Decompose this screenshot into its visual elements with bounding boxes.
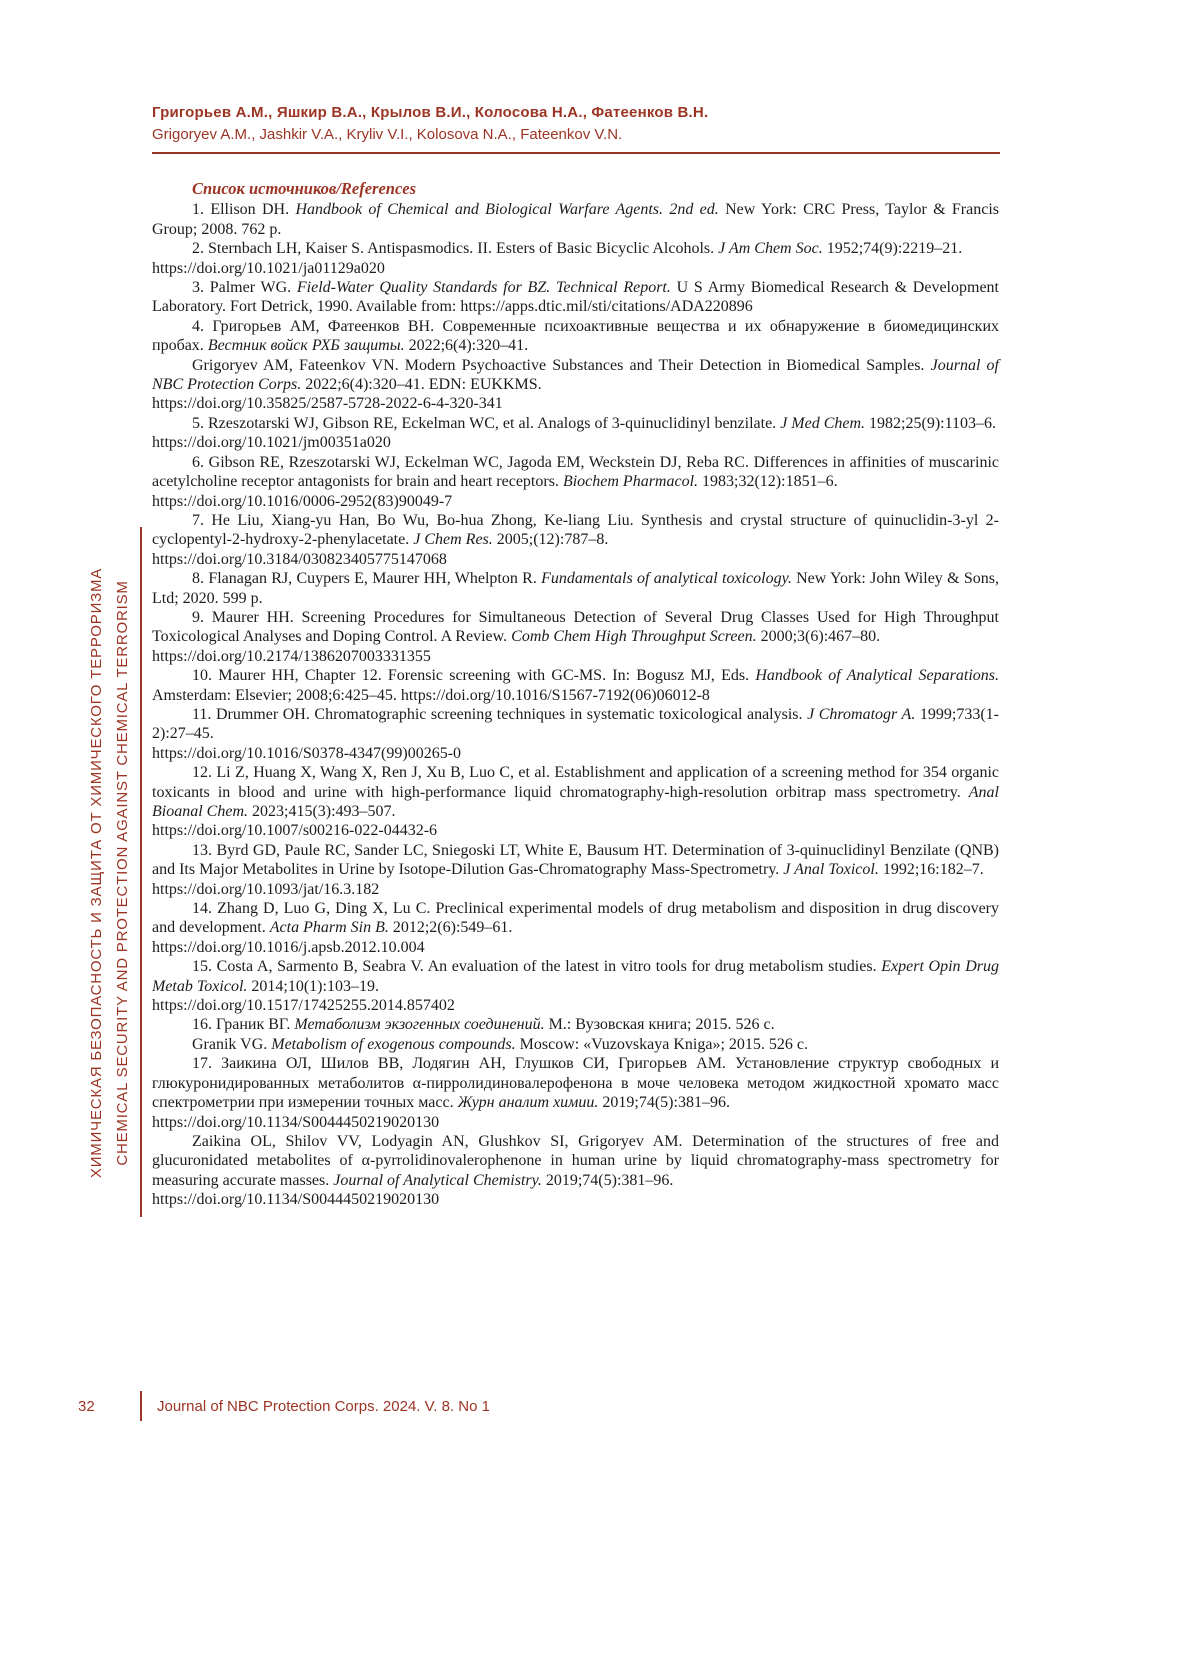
ref-source-title: J Anal Toxicol. [783, 861, 879, 879]
ref-text: 1992;16:182–7. [878, 861, 984, 879]
reference-paragraph [152, 705, 999, 744]
ref-text: 7. He Liu, Xiang-yu Han, Bo Wu, Bo-hua Zhong, Ke-liang Liu. Synthesis and crystal structure of quinuclidin-3-yl 2-cyclopentyl-2-hydroxy-2-phenylacetate. [152, 511, 999, 549]
reference-paragraph [152, 938, 999, 957]
ref-text: 2000;3(6):467–80. [756, 628, 881, 646]
authors-latin: Grigoryev A.M., Jashkir V.A., Kryliv V.I., Kolosova N.A., Fateenkov V.N. [152, 126, 623, 143]
reference-paragraph [152, 414, 999, 433]
ref-text: Granik VG. [192, 1035, 272, 1053]
ref-source-title: J Chem Res. [413, 531, 493, 549]
ref-text: Moscow: «Vuzovskaya Kniga»; 2015. 526 c. [515, 1035, 808, 1053]
sidebar-rule [140, 527, 142, 1217]
reference-paragraph [152, 763, 999, 821]
ref-text: 13. Byrd GD, Paule RC, Sander LC, Sniegoski LT, White E, Bausum HT. Determination of 3-quinuclidinyl Benzilate (QNB) and Its Major Metabolites in Urine by Isotope-Dilution Gas-Chromatography Mass-Spectrometry. [152, 841, 999, 879]
reference-paragraph [152, 1132, 999, 1190]
reference-paragraph [152, 957, 999, 996]
ref-source-title: Журн аналит химии. [457, 1094, 599, 1112]
ref-text: 9. Maurer HH. Screening Procedures for Simultaneous Detection of Several Drug Classes Used for High Throughput Toxicological Analyses and Doping Control. A Review. [152, 608, 999, 646]
ref-text: https://doi.org/10.1093/jat/16.3.182 [152, 880, 380, 898]
ref-text: 2022;6(4):320–41. [404, 337, 529, 355]
reference-paragraph [152, 821, 999, 840]
ref-source-title: Biochem Pharmacol. [562, 473, 699, 491]
ref-text: 8. Flanagan RJ, Cuypers E, Maurer HH, Whelpton R. [192, 570, 542, 588]
ref-text: 5. Rzeszotarski WJ, Gibson RE, Eckelman WC, et al. Analogs of 3-quinuclidinyl benzilate. [192, 414, 781, 432]
reference-paragraph [152, 433, 999, 452]
ref-source-title: Comb Chem High Throughput Screen. [511, 628, 757, 646]
ref-source-title: J Med Chem. [780, 414, 866, 432]
reference-paragraph [152, 647, 999, 666]
reference-paragraph [152, 550, 999, 569]
ref-text: New York: CRC Press, Taylor & Francis Group; 2008. 762 p. [152, 201, 999, 238]
ref-source-title: Вестник войск РХБ защиты. [207, 337, 405, 355]
reference-paragraph [152, 259, 999, 278]
ref-text: https://doi.org/10.1007/s00216-022-04432-6 [152, 822, 438, 840]
page-number: 32 [78, 1397, 95, 1415]
ref-text: https://doi.org/10.2174/1386207003331355 [152, 647, 431, 665]
ref-text: 2019;74(5):381–96. [598, 1094, 730, 1112]
references-section [152, 179, 999, 1210]
ref-text: 17. Заикина ОЛ, Шилов ВВ, Лодягин АН, Глушков СИ, Григорьев АМ. Установление структур свободных и глюкуронидированных метаболитов α-пирролидиновалерофенона в моче человека методом жидкостной хромато масс спектрометрии при измерении точных масс. [152, 1055, 999, 1112]
reference-paragraph [152, 1113, 999, 1132]
ref-text: 11. Drummer OH. Chromatographic screening techniques in systematic toxicological analysis. [192, 705, 808, 723]
page-footer [78, 1390, 1058, 1422]
ref-source-title: Acta Pharm Sin B. [269, 919, 389, 937]
ref-text: 2014;10(1):103–19. [247, 977, 379, 995]
ref-text: 2012;2(6):549–61. [388, 919, 513, 937]
footer-separator [140, 1391, 142, 1421]
ref-text: https://doi.org/10.1021/ja01129a020 [152, 259, 385, 277]
ref-text: 2019;74(5):381–96. [541, 1171, 674, 1189]
ref-text: 12. Li Z, Huang X, Wang X, Ren J, Xu B, Luo C, et al. Establishment and application of a screening method for 354 organic toxicants in blood and urine with high-performance liquid chromatography-high-resolution orbitrap mass spectrometry. [152, 764, 999, 801]
reference-paragraph [152, 996, 999, 1015]
ref-text: https://doi.org/10.1134/S0044450219020130 [152, 1113, 440, 1131]
authors-russian: Григорьев А.М., Яшкир В.А., Крылов В.И., Колосова Н.А., Фатеенков В.Н. [152, 104, 709, 121]
ref-source-title: Journal of Analytical Chemistry. [333, 1171, 542, 1189]
references-title: Список источников/References [192, 179, 417, 198]
ref-source-title: Handbook of Chemical and Biological Warfare Agents. 2nd ed. [295, 201, 719, 219]
ref-source-title: Fundamentals of analytical toxicology. [541, 570, 792, 588]
reference-paragraph [152, 1054, 999, 1112]
reference-paragraph [152, 356, 999, 395]
journal-footer-text: Journal of NBC Protection Corps. 2024. V. 8. No 1 [157, 1397, 490, 1415]
ref-text: 2005;(12):787–8. [492, 531, 609, 549]
ref-text: 2022;6(4):320–41. EDN: EUKKMS. [301, 376, 542, 394]
ref-text: 1999;733(1-2):27–45. [152, 705, 999, 743]
ref-source-title: Anal Bioanal Chem. [152, 783, 999, 820]
reference-paragraph [152, 278, 999, 317]
ref-text: https://doi.org/10.1021/jm00351a020 [152, 434, 391, 452]
reference-paragraph [152, 511, 999, 550]
ref-text: 10. Maurer HH, Chapter 12. Forensic screening with GC-MS. In: Bogusz MJ, Eds. [192, 667, 756, 685]
reference-paragraph [152, 841, 999, 880]
references-list [152, 200, 999, 1209]
ref-source-title: J Chromatogr A. [807, 705, 916, 723]
ref-text: 4. Григорьев АМ, Фатеенков ВН. Современные психоактивные вещества и их обнаружение в биомедицинских пробах. [152, 317, 999, 355]
reference-paragraph [152, 492, 999, 511]
ref-source-title: Field-Water Quality Standards for BZ. Technical Report. [296, 279, 671, 297]
reference-paragraph [152, 608, 999, 647]
ref-text: 16. Граник ВГ. [192, 1016, 295, 1034]
ref-source-title: Journal of NBC Protection Corps. [152, 356, 999, 394]
ref-text: 1. Ellison DH. [192, 201, 296, 219]
reference-paragraph [152, 317, 999, 356]
ref-text: https://doi.org/10.1134/S0044450219020130 [152, 1191, 440, 1209]
ref-source-title: J Am Chem Soc. [718, 240, 823, 258]
ref-text: Amsterdam: Elsevier; 2008;6:425–45. https://doi.org/10.1016/S1567-7192(06)06012-8 [152, 686, 710, 704]
sidebar-title-en: CHEMICAL SECURITY AND PROTECTION AGAINST CHEMICAL TERRORISM [114, 580, 131, 1166]
ref-source-title: Metabolism of exogenous compounds. [271, 1035, 516, 1053]
header-rule [152, 152, 1000, 154]
reference-paragraph [152, 394, 999, 413]
ref-text: 2023;415(3):493–507. [248, 803, 396, 820]
reference-paragraph [152, 744, 999, 763]
reference-paragraph [152, 239, 999, 258]
ref-text: U S Army Biomedical Research & Development Laboratory. Fort Detrick, 1990. Available from: https://apps.dtic.mil/sti/citations/ADA220896 [152, 279, 999, 316]
reference-paragraph [152, 200, 999, 239]
ref-text: Zaikina OL, Shilov VV, Lodyagin AN, Glushkov SI, Grigoryev AM. Determination of the structures of free and glucuronidated metabolites of α-pyrrolidinovalerophenone in human urine by liquid chromatography-mass spectrometry for measuring accurate masses. [152, 1132, 999, 1189]
ref-text: 14. Zhang D, Luo G, Ding X, Lu C. Preclinical experimental models of drug metabolism and disposition in drug discovery and development. [152, 900, 999, 937]
ref-text: 1982;25(9):1103–6. [865, 414, 996, 432]
ref-source-title: Метаболизм экзогенных соединений. [294, 1016, 545, 1034]
ref-text: 2. Sternbach LH, Kaiser S. Antispasmodics. II. Esters of Basic Bicyclic Alcohols. [192, 240, 719, 258]
ref-text: 6. Gibson RE, Rzeszotarski WJ, Eckelman WC, Jagoda EM, Weckstein DJ, Reba RC. Differences in affinities of muscarinic acetylcholine receptor antagonists for brain and heart receptors. [152, 453, 999, 491]
ref-text: 1952;74(9):2219–21. [822, 240, 963, 258]
ref-text: https://doi.org/10.1016/j.apsb.2012.10.004 [152, 938, 425, 956]
ref-text: https://doi.org/10.1517/17425255.2014.857402 [152, 997, 455, 1015]
ref-text: 1983;32(12):1851–6. [698, 473, 838, 491]
ref-source-title: Handbook of Analytical Separations. [755, 667, 999, 685]
reference-paragraph [152, 1190, 999, 1209]
ref-text: https://doi.org/10.35825/2587-5728-2022-6-4-320-341 [152, 395, 503, 413]
reference-paragraph [152, 1015, 999, 1034]
reference-paragraph [152, 1035, 999, 1054]
ref-text: https://doi.org/10.1016/0006-2952(83)90049-7 [152, 492, 453, 510]
reference-paragraph [152, 666, 999, 705]
ref-text: 3. Palmer WG. [192, 279, 297, 297]
page-header [152, 104, 1000, 154]
ref-text: https://doi.org/10.3184/030823405775147068 [152, 550, 447, 568]
reference-paragraph [152, 899, 999, 938]
ref-source-title: Expert Opin Drug Metab Toxicol. [152, 958, 999, 995]
ref-text: 15. Costa A, Sarmento B, Seabra V. An evaluation of the latest in vitro tools for drug metabolism studies. [192, 958, 882, 976]
sidebar-title-ru: ХИМИЧЕСКАЯ БЕЗОПАСНОСТЬ И ЗАЩИТА ОТ ХИМИЧЕСКОГО ТЕРРОРИЗМА [88, 567, 105, 1179]
ref-text: https://doi.org/10.1016/S0378-4347(99)00265-0 [152, 744, 462, 762]
ref-text: М.: Вузовская книга; 2015. 526 с. [544, 1016, 775, 1034]
reference-paragraph [152, 453, 999, 492]
reference-paragraph [152, 569, 999, 608]
reference-paragraph [152, 880, 999, 899]
ref-text: New York: John Wiley & Sons, Ltd; 2020. 599 p. [152, 570, 999, 607]
ref-text: Grigoryev AM, Fateenkov VN. Modern Psychoactive Substances and Their Detection in Biomedical Samples. [192, 356, 931, 374]
sidebar-vertical-text [84, 526, 136, 1220]
